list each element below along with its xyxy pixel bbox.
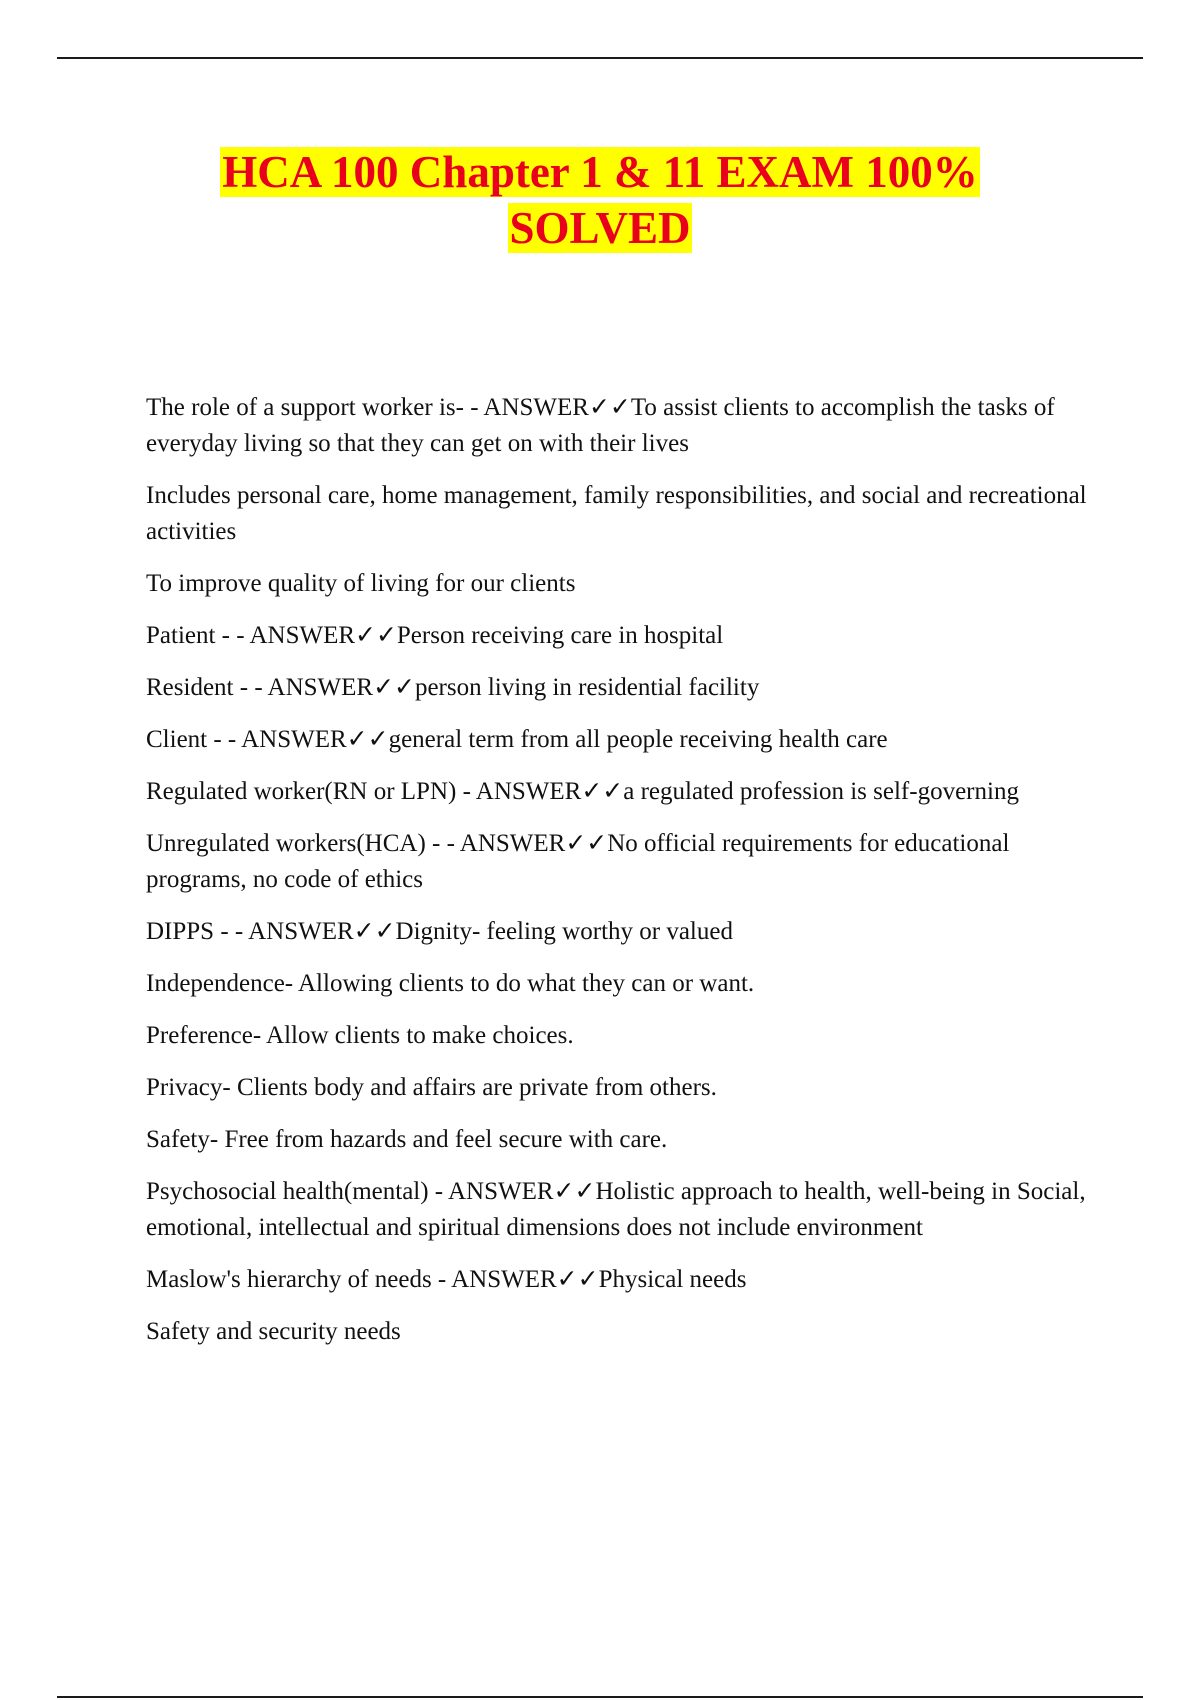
document-title xyxy=(0,144,1200,256)
paragraph-privacy: Privacy- Clients body and affairs are private from others. xyxy=(146,1074,717,1101)
paragraph-improve-quality: To improve quality of living for our clients xyxy=(146,570,576,597)
top-rule xyxy=(57,57,1143,59)
paragraph-includes-personal-care: Includes personal care, home management, family responsibilities, and social and recreational activities xyxy=(146,482,1087,545)
paragraph-regulated-worker: Regulated worker(RN or LPN) - ANSWER✓✓a regulated profession is self-governing xyxy=(146,778,1019,805)
paragraph-dipps: DIPPS - - ANSWER✓✓Dignity- feeling worthy or valued xyxy=(146,918,733,945)
paragraph-independence: Independence- Allowing clients to do what they can or want. xyxy=(146,970,755,997)
paragraph-unregulated-workers: Unregulated workers(HCA) - - ANSWER✓✓No official requirements for educational programs, no code of ethics xyxy=(146,830,1010,893)
document-body xyxy=(146,390,1096,1366)
title-line-2: SOLVED xyxy=(509,203,691,253)
paragraph-safety-security-needs: Safety and security needs xyxy=(146,1318,401,1345)
bottom-rule xyxy=(57,1696,1143,1698)
paragraph-client: Client - - ANSWER✓✓general term from all people receiving health care xyxy=(146,726,888,753)
paragraph-patient: Patient - - ANSWER✓✓Person receiving care in hospital xyxy=(146,622,724,649)
paragraph-preference: Preference- Allow clients to make choices. xyxy=(146,1022,574,1049)
paragraph-resident: Resident - - ANSWER✓✓person living in residential facility xyxy=(146,674,760,701)
paragraph-safety: Safety- Free from hazards and feel secure with care. xyxy=(146,1126,668,1153)
title-line-1: HCA 100 Chapter 1 & 11 EXAM 100% xyxy=(222,147,978,197)
paragraph-psychosocial-health: Psychosocial health(mental) - ANSWER✓✓Holistic approach to health, well-being in Social, emotional, intellectual and spiritual dimensions does not include environment xyxy=(146,1178,1086,1241)
paragraph-support-worker-role: The role of a support worker is- - ANSWER✓✓To assist clients to accomplish the tasks of everyday living so that they can get on with their lives xyxy=(146,394,1055,457)
paragraph-maslow-hierarchy: Maslow's hierarchy of needs - ANSWER✓✓Physical needs xyxy=(146,1266,747,1293)
